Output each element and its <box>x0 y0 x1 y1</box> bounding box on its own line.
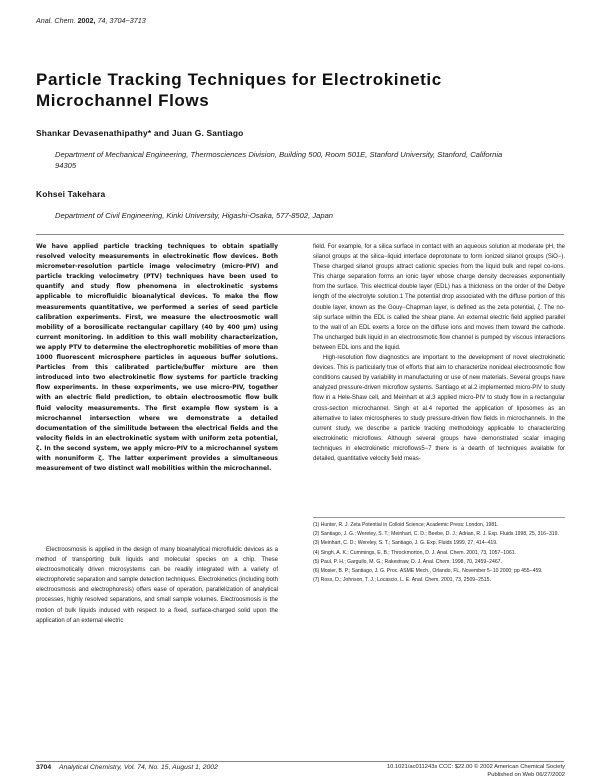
header-divider <box>36 234 564 235</box>
footer-divider <box>36 761 564 762</box>
article-title: Particle Tracking Techniques for Electrokinetic Microchannel Flows <box>36 70 442 110</box>
published-on-web: Published on Web 06/27/2002 <box>487 771 565 778</box>
journal-year: 2002, <box>77 16 96 25</box>
body-right-column <box>313 242 565 464</box>
journal-abbrev: Anal. Chem. <box>36 16 76 25</box>
intro-paragraph: Electroosmosis is applied in the design of many bioanalytical microfluidic devices as a method of transporting bulk liquids and molecular species on a chip. These electroosmotically driven microsystems can be readily integrated with a variety of electrophoretic separation and sample detection techniques. Electrokinetics (including both electroosmosis and electrophoresis) offers ease of operation, parallelization of analytical processes, highly resolved separations, and small sample volumes. Electroosmosis is the motion of bulk liquids induced with respect to a fixed, surface-charged solid upon the application of an external electric <box>36 547 278 624</box>
reference-item: (3) Meinhart, C. D.; Wereley, S. T.; Santiago, J. G. Exp. Fluids 1999, 27, 414−419. <box>313 540 498 547</box>
affiliation-stanford: Department of Mechanical Engineering, Thermosciences Division, Building 500, Room 501E, Stanford University, Stanford, California 94305 <box>55 150 503 170</box>
authors-secondary: Kohsei Takehara <box>36 189 106 199</box>
references-divider <box>313 517 565 518</box>
page-number: 3704 <box>36 764 52 771</box>
body-paragraph-diagnostics: High-resolution flow diagnostics are important to the development of novel electrokinetic devices. This is particularly true of efforts that aim to characterize nonideal electroosmotic flow conditions caused by variability in manufacturing or use of new materials. Several groups have analyzed pressure-driven microflow systems. Santiago et al.2 implemented micro-PIV to study flow in a Hele-Shaw cell, and Meinhart et al.3 applied micro-PIV to study flow in a rectangular cross-section microchannel. Singh et al.4 reported the application of liposomes as an alternative to latex microspheres to study pressure-driven flow fields in microchannels. In the current study, we describe a particle tracking methodology applicable to characterizing electrokinetic microflows. Although several groups have demonstrated scalar imaging techniques in electrokinetic microflows5−7 there is a dearth of techniques available for detailed, quantitative velocity field meas- <box>313 355 565 462</box>
authors-primary: Shankar Devasenathipathy* and Juan G. Santiago <box>36 128 244 138</box>
reference-item: (2) Santiago, J. G.; Wereley, S. T.; Meinhart, C. D.; Beebe, D. J.; Adrian, R. J. Exp. Fluids 1998, 25, 316−319. <box>313 531 559 538</box>
intro-column <box>36 545 278 626</box>
references-list <box>313 521 565 585</box>
reference-item: (4) Singh, A. K.; Cummings, E. B.; Throckmorton, D. J. Anal. Chem. 2001, 73, 1057−1061. <box>313 549 517 556</box>
footer-right <box>343 764 565 779</box>
affiliation-kinki: Department of Civil Engineering, Kinki University, Higashi-Osaka, 577-8502, Japan <box>55 211 334 220</box>
reference-item: (6) Mosier, B. P.; Santiago, J. G. Proc. ASME Mech., Orlando, FL, November 5−10 2000; pp 455−459. <box>313 568 543 575</box>
volume-pages: 74, 3704−3713 <box>97 16 146 25</box>
footer-left <box>36 764 218 771</box>
body-paragraph-edl: field. For example, for a silica surface in contact with an aqueous solution at moderate pH, the silanol groups at the silica−liquid interface deprotonate to form ionized silanol groups (SiO−). These charged silanol groups attract cationic species from the liquid bulk and repel co-ions. This charge separation forms an ionic layer whose charge density decreases exponentially from the surface. This electrical double layer (EDL) has a thickness on the order of the Debye length of the electrolyte solution.1 The potential drop associated with the diffuse portion of this double layer, known as the Gouy−Chapman layer, is defined as the zeta potential, ζ. The no-slip surface within the EDL is called the shear plane. An external electric field applied parallel to the wall of an EDL exerts a force on the diffuse ions and moves them toward the cathode. The uncharged bulk liquid in an electroosmotic flow channel is pumped by viscous interactions between EDL ions and the liquid. <box>313 244 565 351</box>
abstract-text: We have applied particle tracking techniques to obtain spatially resolved velocity measurements in electrokinetic flow devices. Both micrometer-resolution particle image velocimetry (micro-PIV) and particle tracking velocimetry (PTV) techniques have been used to quantify and study flow phenomena in electrokinetic systems applicable to microfluidic bioanalytical devices. To make the flow measurements quantitative, we performed a series of seed particle calibration experiments. First, we measure the electroosmotic wall mobility of a borosilicate rectangular capillary (40 by 400 μm) using current monitoring. In addition to this wall mobility characterization, we apply PTV to determine the electrophoretic mobilities of more than 1000 fluorescent microsphere particles in aqueous buffer solutions. Particles from this calibrated particle/buffer mixture are then introduced into two electrokinetic flow systems for particle tracking flow experiments. In these experiments, we use micro-PIV, together with an electric field prediction, to obtain electroosmotic flow bulk fluid velocity measurements. The first example flow system is a microchannel intersection where we demonstrate a detailed documentation of the similitude between the electrical fields and the velocity fields in an electrokinetic system with uniform zeta potential, ζ. In the second system, we apply micro-PIV to a microchannel system with nonuniform ζ. The latter experiment provides a simultaneous measurement of two distinct wall mobilities within the microchannel. <box>36 243 278 473</box>
reference-item: (5) Paul, P. H.; Garguilo, M. G.; Rakestraw, D. J. Anal. Chem. 1998, 70, 2459−2467. <box>313 558 502 565</box>
reference-item: (7) Ross, D.; Johnson, T. J.; Locascio, L. E. Anal. Chem. 2001, 73, 2509−2515. <box>313 577 491 584</box>
reference-item: (1) Hunter, R. J. Zeta Potential in Colloid Science; Academic Press: London, 1981. <box>313 522 499 528</box>
journal-citation <box>36 16 146 25</box>
doi-copyright: 10.1021/ac011243s CCC: $22.00 © 2002 American Chemical Society <box>386 764 565 770</box>
journal-issue: Analytical Chemistry, Vol. 74, No. 15, August 1, 2002 <box>59 764 218 771</box>
